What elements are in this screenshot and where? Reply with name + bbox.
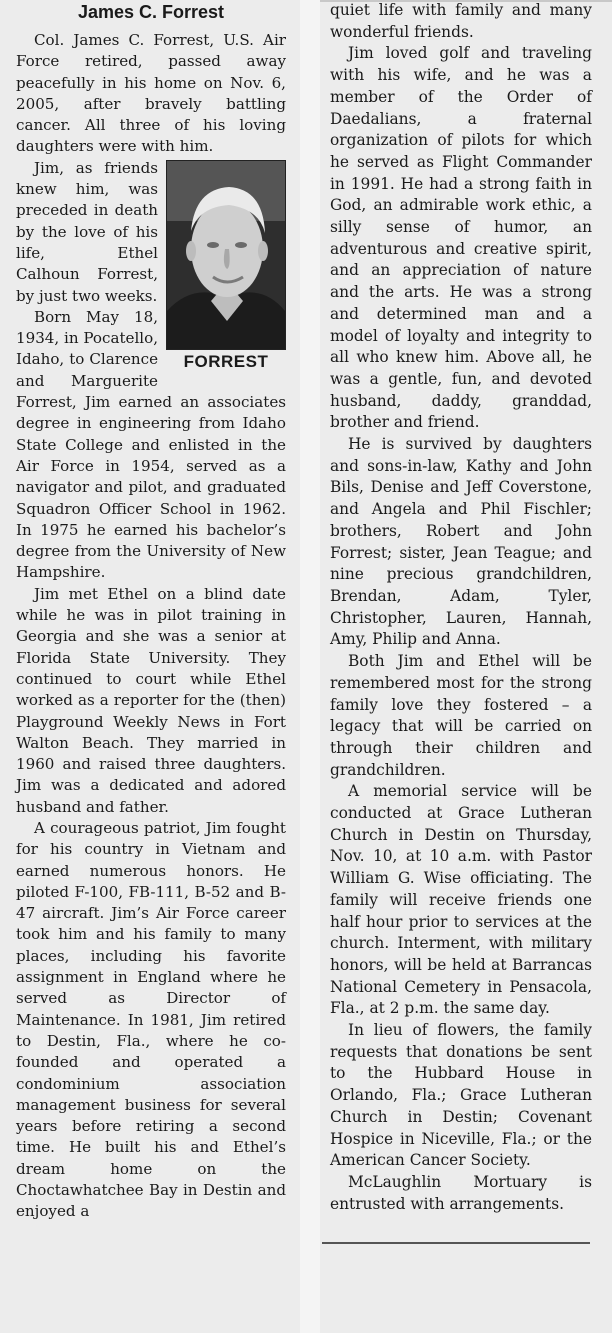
portrait-caption: FORREST (183, 351, 269, 371)
obituary-left-column (16, 0, 286, 1223)
portrait-block (166, 160, 286, 373)
obituary-right-column (330, 0, 592, 1215)
paragraph-early-life: Born May 18, 1934, in Pocatello, Idaho, to Clarence and Marguerite Forrest, Jim earned an associates degree in engineering from Idaho State College and enlisted in the Air Force in 1954, served as a navigator and pilot, and graduated Squadron Officer School in 1962. In 1975 he earned his bachelor’s degree from the University of New Hampshire. (16, 307, 286, 582)
paragraph-death-notice: Col. James C. Forrest, U.S. Air Force retired, passed away peacefully in his home on Nov. 6, 2005, after bravely battling cancer. All three of his loving daughters were with him. (16, 31, 286, 156)
bottom-rule (322, 1242, 590, 1244)
paragraph-career-continued: quiet life with family and many wonderful friends. (330, 1, 592, 41)
obituary-title: James C. Forrest (77, 2, 225, 22)
paragraph-memorial-service: A memorial service will be conducted at Grace Lutheran Church in Destin on Thursday, Nov. 10, at 10 a.m. with Pastor William G. Wise officiating. The family will receive friends one half hour prior to services at the church. Interment, with military honors, will be held at Barrancas National Cemetery in Pensacola, Fla., at 2 p.m. the same day. (330, 782, 592, 1018)
paragraph-mortuary: McLaughlin Mortuary is entrusted with arrangements. (330, 1172, 592, 1213)
paragraph-donations: In lieu of flowers, the family requests that donations be sent to the Hubbard House in Orlando, Fla.; Grace Lutheran Church in Destin; Covenant Hospice in Niceville, Fla.; or the American Cancer Society. (330, 1021, 592, 1170)
portrait-image (167, 161, 285, 349)
portrait-photo (166, 160, 286, 350)
paragraph-career: A courageous patriot, Jim fought for his country in Vietnam and earned numerous honors. He piloted F-100, FB-111, B-52 and B-47 aircraft. Jim’s Air Force career took him and his family to many places, including his favorite assignment in England where he served as Director of Maintenance. In 1981, Jim retired to Destin, Fla., where he co-founded and operated a condominium association management business for several years before retiring a second time. He built his and Ethel’s dream home on the Choctawhatchee Bay in Destin and enjoyed a (16, 818, 286, 1221)
paragraph-marriage: Jim met Ethel on a blind date while he was in pilot training in Georgia and she was a senior at Florida State University. They continued to court while Ethel worked as a reporter for the (then) Playground Weekly News in Fort Walton Beach. They married in 1960 and raised three daughters. Jim was a dedicated and adored husband and father. (16, 584, 286, 816)
paragraph-preceded-in-death: Jim, as friends knew him, was preceded in death by the love of his life, Ethel Calhoun Forrest, by just two weeks. (16, 158, 158, 305)
paragraph-legacy: Both Jim and Ethel will be remembered most for the strong family love they fostered – a legacy that will be carried on through their children and grandchildren. (330, 652, 592, 779)
column-gutter (300, 0, 320, 1333)
paragraph-survivors: He is survived by daughters and sons-in-law, Kathy and John Bils, Denise and Jeff Coverstone, and Angela and Phil Fischler; brothers, Robert and John Forrest; sister, Jean Teague; and nine precious grandchildren, Brendan, Adam, Tyler, Christopher, Lauren, Hannah, Amy, Philip and Anna. (330, 435, 592, 649)
paragraph-interests: Jim loved golf and traveling with his wife, and he was a member of the Order of Daedalians, a fraternal organization of pilots for which he served as Flight Commander in 1991. He had a strong faith in God, an admirable work ethic, a silly sense of humor, an adventurous and creative spirit, and an appreciation of nature and the arts. He was a strong and determined man and a model of loyalty and integrity to all who knew him. Above all, he was a gentle, fun, and devoted husband, daddy, granddad, brother and friend. (330, 44, 592, 432)
